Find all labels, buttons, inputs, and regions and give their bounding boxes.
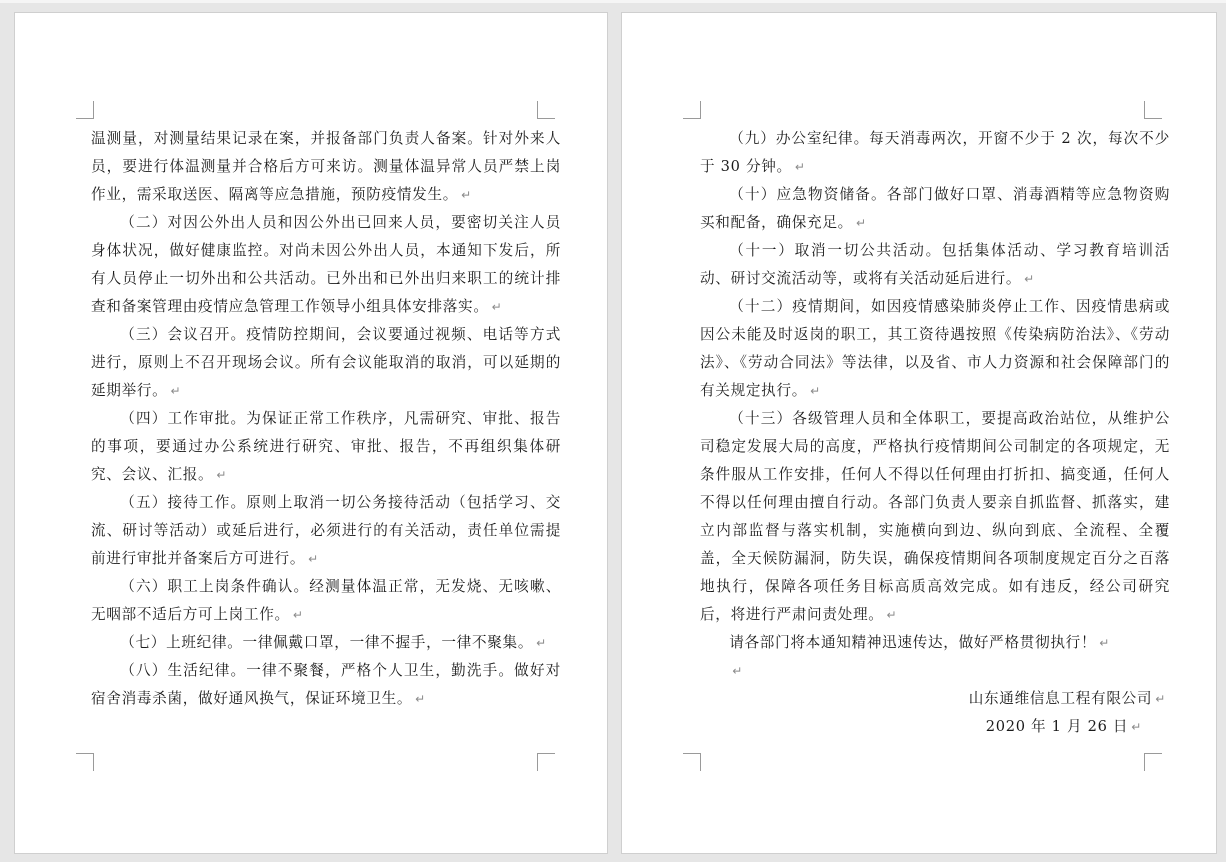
- paragraph-mark-icon: ↵: [308, 552, 319, 566]
- paragraph-text: （十二）疫情期间，如因疫情感染肺炎停止工作、因疫情患病或因公未能及时返岗的职工，其工资待遇按照《传染病防治法》、《劳动法》、《劳动合同法》等法律，以及省、市人力资源和社会保障部门的有关规定执行。: [700, 298, 1170, 399]
- crop-mark-top-right: [537, 101, 555, 119]
- crop-mark-bottom-right: [537, 753, 555, 771]
- paragraph[interactable]: [91, 209, 561, 321]
- crop-mark-bottom-left: [683, 753, 701, 771]
- paragraph-mark-icon: ↵: [415, 692, 426, 706]
- paragraph[interactable]: [700, 293, 1170, 405]
- paragraph-mark-icon: ↵: [216, 468, 228, 482]
- paragraph-text: 请各部门将本通知精神迅速传达，做好严格贯彻执行！: [729, 634, 1097, 651]
- crop-mark-top-right: [1144, 101, 1162, 119]
- paragraph-text: （六）职工上岗条件确认。经测量体温正常，无发烧、无咳嗽、无咽部不适后方可上岗工作。: [91, 578, 561, 623]
- paragraph[interactable]: [700, 237, 1170, 293]
- document-page-1: [14, 12, 608, 854]
- paragraph-mark-icon: ↵: [170, 384, 182, 398]
- signature-organization[interactable]: [700, 685, 1170, 713]
- paragraph-mark-icon: ↵: [461, 188, 472, 202]
- paragraph-text: （十三）各级管理人员和全体职工，要提高政治站位，从维护公司稳定发展大局的高度，严格执行疫情期间公司制定的各项规定，无条件服从工作安排，任何人不得以任何理由打折扣、搞变通，任何人不得以任何理由擅自行动。各部门负责人要亲自抓监督、抓落实，建立内部监督与落实机制，实施横向到边、纵向到底、全流程、全覆盖，全天候防漏洞，防失误，确保疫情期间各项制度规定百分之百落地执行，保障各项任务目标高质高效完成。如有违反，经公司研究后，将进行严肃问责处理。: [700, 410, 1170, 623]
- paragraph[interactable]: [91, 629, 561, 657]
- paragraph-text: （十）应急物资储备。各部门做好口罩、消毒酒精等应急物资购买和配备，确保充足。: [700, 186, 1170, 231]
- paragraph[interactable]: [91, 405, 561, 489]
- paragraph-mark-icon: ↵: [886, 608, 898, 622]
- paragraph-mark-icon: ↵: [1099, 636, 1111, 650]
- paragraph-text: 温测量，对测量结果记录在案，并报备部门负责人备案。针对外来人员，要进行体温测量并合格后方可来访。测量体温异常人员严禁上岗作业，需采取送医、隔离等应急措施，预防疫情发生。: [91, 130, 561, 203]
- paragraph-text: （十一）取消一切公共活动。包括集体活动、学习教育培训活动、研讨交流活动等，或将有关活动延后进行。: [700, 242, 1170, 287]
- crop-mark-top-left: [76, 101, 94, 119]
- paragraph[interactable]: [91, 489, 561, 573]
- paragraph-text: （九）办公室纪律。每天消毒两次，开窗不少于 2 次，每次不少于 30 分钟。: [700, 130, 1170, 175]
- paragraph[interactable]: [91, 573, 561, 629]
- paragraph-mark-icon: ↵: [794, 160, 806, 174]
- organization-name: 山东通维信息工程有限公司: [968, 690, 1153, 707]
- paragraph-text: （二）对因公外出人员和因公外出已回来人员，要密切关注人员身体状况，做好健康监控。对尚未因公外出人员，本通知下发后，所有人员停止一切外出和公共活动。已外出和已外出归来职工的统计排查和备案管理由疫情应急管理工作领导小组具体安排落实。: [91, 214, 561, 315]
- page-2-body[interactable]: [700, 125, 1170, 741]
- paragraph-text: （八）生活纪律。一律不聚餐，严格个人卫生，勤洗手。做好对宿舍消毒杀菌，做好通风换气，保证环境卫生。: [91, 662, 561, 707]
- paragraph-text: （四）工作审批。为保证正常工作秩序，凡需研究、审批、报告的事项，要通过办公系统进行研究、审批、报告，不再组织集体研究、会议、汇报。: [91, 410, 561, 483]
- paragraph-mark-icon: ↵: [292, 608, 304, 622]
- paragraph[interactable]: [700, 125, 1170, 181]
- paragraph-mark-icon: ↵: [491, 300, 503, 314]
- crop-mark-bottom-right: [1144, 753, 1162, 771]
- document-page-2: [621, 12, 1217, 854]
- crop-mark-top-left: [683, 101, 701, 119]
- paragraph-mark-icon: ↵: [536, 636, 547, 650]
- paragraph-mark-icon: ↵: [1024, 272, 1035, 286]
- paragraph-text: （七）上班纪律。一律佩戴口罩，一律不握手，一律不聚集。: [120, 634, 534, 651]
- paragraph[interactable]: [700, 181, 1170, 237]
- empty-paragraph[interactable]: [700, 657, 1170, 685]
- paragraph[interactable]: [91, 321, 561, 405]
- date-text: 2020 年 1 月 26 日: [985, 718, 1129, 735]
- paragraph-mark-icon: ↵: [1155, 692, 1166, 706]
- top-toolbar-edge: [0, 0, 1226, 3]
- paragraph-text: （五）接待工作。原则上取消一切公务接待活动（包括学习、交流、研讨等活动）或延后进行，必须进行的有关活动，责任单位需提前进行审批并备案后方可进行。: [91, 494, 561, 567]
- paragraph[interactable]: [91, 125, 561, 209]
- paragraph-text: （三）会议召开。疫情防控期间，会议要通过视频、电话等方式进行，原则上不召开现场会议。所有会议能取消的取消，可以延期的延期举行。: [91, 326, 561, 399]
- paragraph-mark-icon: ↵: [810, 384, 821, 398]
- signature-date[interactable]: [700, 713, 1170, 741]
- paragraph-mark-icon: ↵: [1131, 720, 1142, 734]
- paragraph[interactable]: [91, 657, 561, 713]
- crop-mark-bottom-left: [76, 753, 94, 771]
- paragraph[interactable]: [700, 405, 1170, 629]
- paragraph-mark-icon: ↵: [732, 664, 743, 678]
- paragraph-mark-icon: ↵: [855, 216, 867, 230]
- paragraph[interactable]: [700, 629, 1170, 657]
- page-1-body[interactable]: [91, 125, 561, 713]
